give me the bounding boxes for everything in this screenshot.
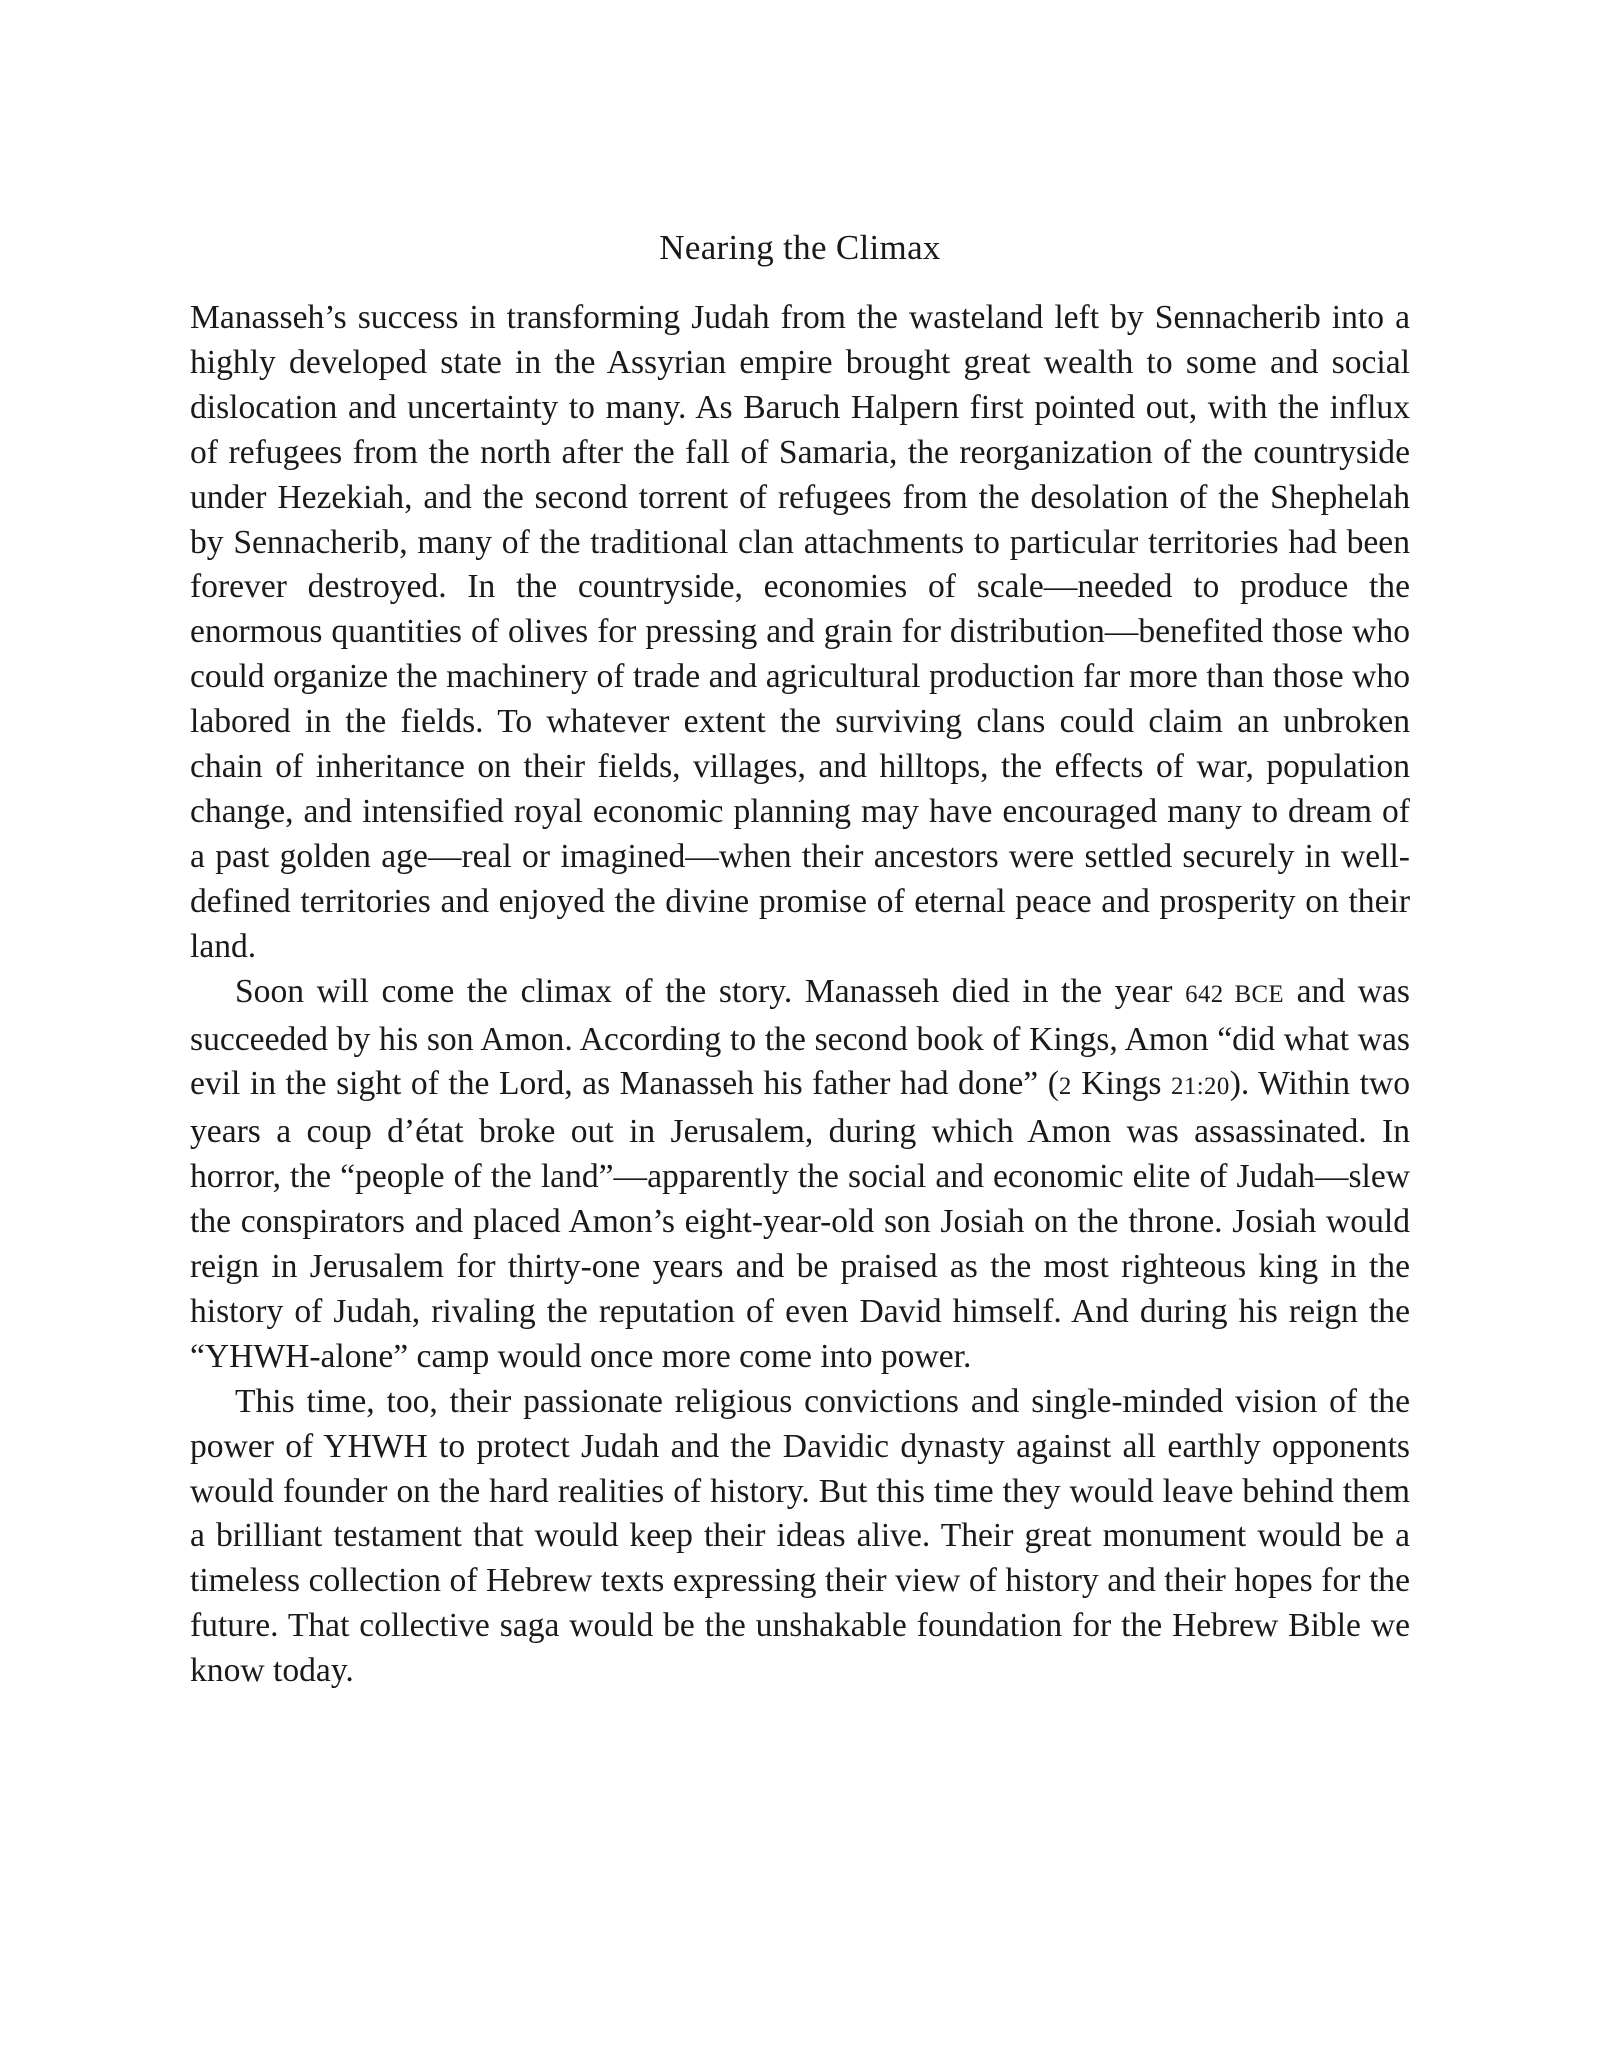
section-title: Nearing the Climax: [659, 228, 941, 267]
paragraph-1: Manasseh’s success in transforming Judah from the wasteland left by Sennacherib into a highly developed state in the Assyrian empire brought great wealth to some and social dislocation and uncertainty to many. As Baruch Halpern first pointed out, with the influx of refugees from the north after the fall of Samaria, the reorganization of the countryside under Hezekiah, and the second torrent of refugees from the desolation of the Shephelah by Sennacherib, many of the traditional clan attachments to particular territories had been forever destroyed. In the countryside, economies of scale—needed to produce the enormous quantities of olives for pressing and grain for distribution—benefited those who could organize the machinery of trade and agricultural production far more than those who labored in the fields. To whatever extent the surviving clans could claim an unbroken chain of inheritance on their fields, villages, and hilltops, the effects of war, population change, and intensified royal economic planning may have encouraged many to dream of a past golden age—real or imagined—when their ancestors were settled securely in well-defined territories and enjoyed the divine promise of eternal peace and prosperity on their land.: [190, 299, 1410, 965]
paragraph-2-part-a: Soon will come the climax of the story. Manasseh died in the year: [235, 972, 1186, 1010]
paragraph-2-part-b: and was succeeded by his son Amon. According to the second book of Kings, Amon “did what was evil in the sight of the Lord, as Manasseh his father had done” (: [190, 972, 1411, 1103]
body-text: [190, 296, 1410, 1694]
scripture-ref-book: Kings: [1071, 1065, 1172, 1103]
paragraph-3: This time, too, their passionate religious convictions and single-minded vision of the power of YHWH to protect Judah and the Davidic dynasty against all earthly opponents would founder on the hard realities of history. But this time they would leave behind them a brilliant testament that would keep their ideas alive. Their great monument would be a timeless collection of Hebrew texts expressing their view of history and their hopes for the future. That collective saga would be the unshakable foundation for the Hebrew Bible we know today.: [190, 1382, 1410, 1690]
scripture-ref-book-number: 2: [1058, 1073, 1072, 1101]
paragraph-2: [190, 970, 1410, 1380]
paragraph-2-part-c: ). Within two years a coup d’état broke out in Jerusalem, during which Amon was assassinated. In horror, the “people of the land”—apparently the social and economic elite of Judah—slew the conspirators and placed Amon’s eight-year-old son Josiah on the throne. Josiah would reign in Jerusalem for thirty-one years and be praised as the most righteous king in the history of Judah, rivaling the reputation of even David himself. And during his reign the “YHWH-alone” camp would once more come into power.: [190, 1065, 1410, 1375]
scripture-ref-verse: 21:20: [1171, 1073, 1230, 1101]
year-small-caps: 642 BCE: [1185, 980, 1285, 1008]
